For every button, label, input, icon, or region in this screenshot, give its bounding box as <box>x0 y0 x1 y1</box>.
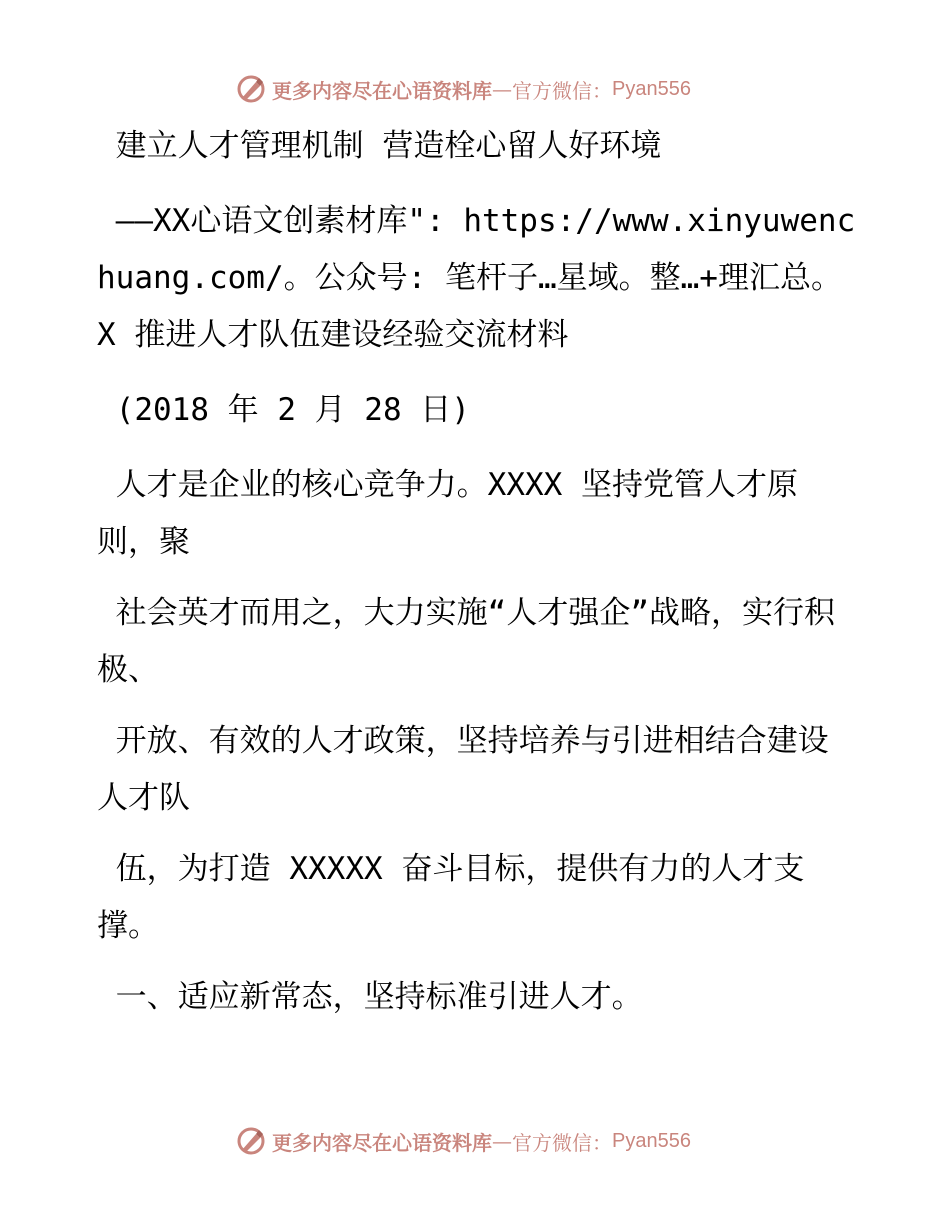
banner-wechat-id: Pyan556 <box>612 77 691 100</box>
banner-wechat-label: 官方微信： <box>512 1130 612 1155</box>
banner-dash: — <box>492 77 512 101</box>
document-title: 建立人才管理机制 营造栓心留人好环境 <box>97 128 662 164</box>
banner-wechat-id: Pyan556 <box>612 1129 691 1152</box>
header-watermark-banner <box>236 72 691 106</box>
section-heading: 一、适应新常态，坚持标准引进人才。 <box>97 979 643 1015</box>
document-body <box>97 118 857 1026</box>
banner-wechat-label: 官方微信： <box>512 78 612 103</box>
banner-dash: — <box>492 1129 512 1153</box>
document-date: (2018 年 2 月 28 日) <box>97 392 470 428</box>
banner-text: 更多内容尽在心语资料库 <box>272 78 492 103</box>
paragraph-3: 开放、有效的人才政策，坚持培养与引进相结合建设人才队 <box>97 723 829 816</box>
paragraph-1: 人才是企业的核心竞争力。XXXX 坚持党管人才原则，聚 <box>97 467 798 560</box>
paragraph-4: 伍，为打造 XXXXX 奋斗目标，提供有力的人才支撑。 <box>97 851 805 944</box>
pen-circle-logo-icon <box>236 74 266 104</box>
paragraph-2: 社会英才而用之，大力实施“人才强企”战略，实行积极、 <box>97 595 835 688</box>
banner-text: 更多内容尽在心语资料库 <box>272 1130 492 1155</box>
footer-watermark-banner <box>236 1124 691 1158</box>
pen-circle-logo-icon <box>236 1126 266 1156</box>
document-subtitle: ——XX心语文创素材库": https://www.xinyuwenchuang.com/。公众号: 笔杆子…星域。整…+理汇总。X 推进人才队伍建设经验交流材料 <box>97 203 856 353</box>
